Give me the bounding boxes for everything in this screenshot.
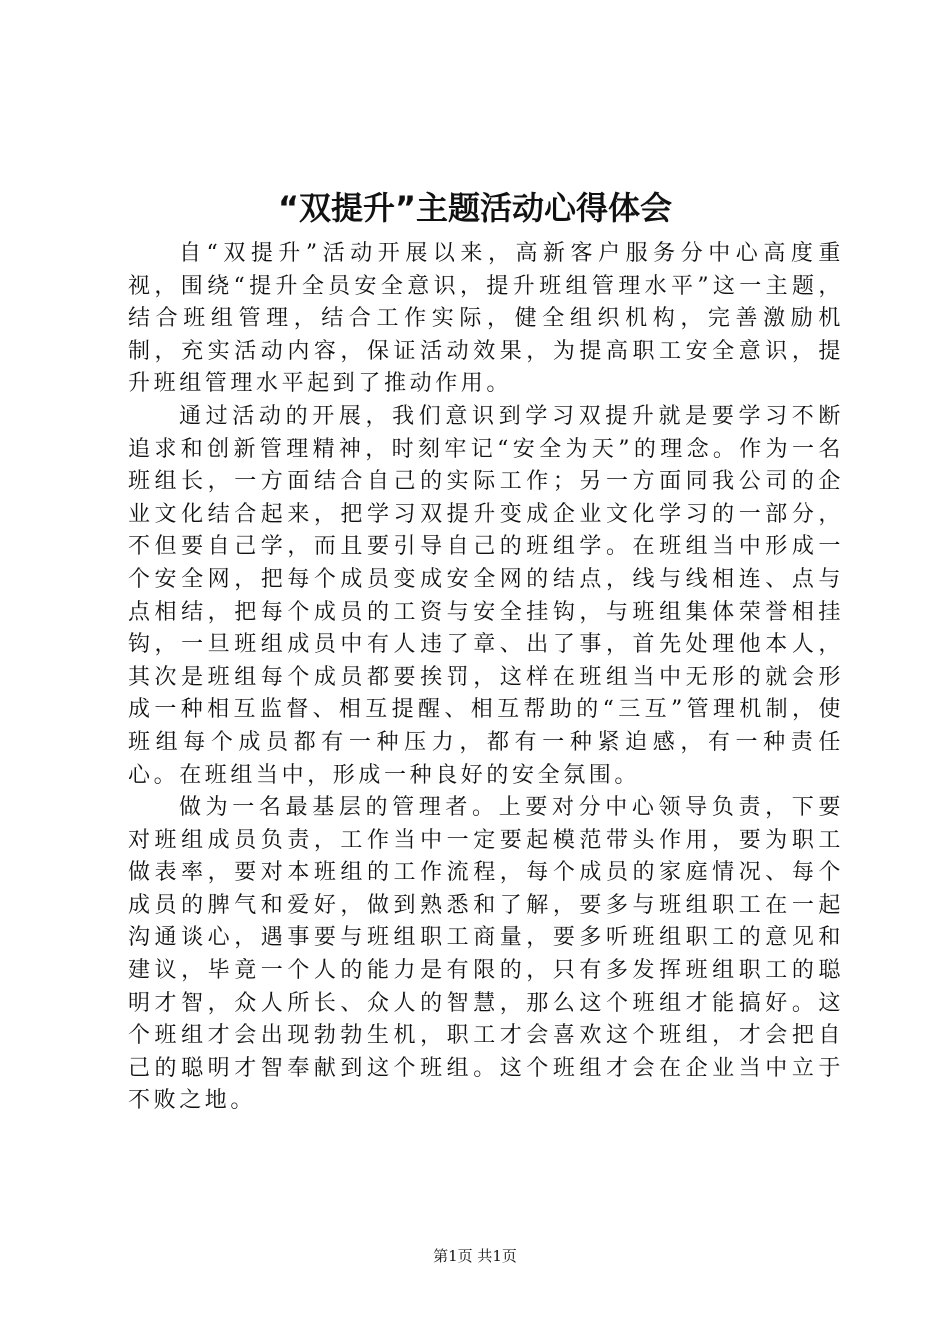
page-footer: 第1页 共1页 [433, 1247, 517, 1265]
paragraph-3: 做为一名最基层的管理者。上要对分中心领导负责，下要对班组成员负责，工作当中一定要起模范带头作用，要为职工做表率，要对本班组的工作流程，每个成员的家庭情况、每个成员的脾气和爱好，做到熟悉和了解，要多与班组职工在一起沟通谈心，遇事要与班组职工商量，要多听班组职工的意见和建议，毕竟一个人的能力是有限的，只有多发挥班组职工的聪明才智，众人所长、众人的智慧，那么这个班组才能搞好。这个班组才会出现勃勃生机，职工才会喜欢这个班组，才会把自己的聪明才智奉献到这个班组。这个班组才会在企业当中立于不败之地。 [128, 795, 844, 1114]
document-title: “双提升”主题活动心得体会 [277, 189, 673, 227]
document-body [128, 238, 844, 1118]
paragraph-1: 自“双提升”活动开展以来，高新客户服务分中心高度重视，围绕“提升全员安全意识，提升班组管理水平”这一主题，结合班组管理，结合工作实际，健全组织机构，完善激励机制，充实活动内容，保证活动效果，为提高职工安全意识，提升班组管理水平起到了推动作用。 [128, 241, 844, 397]
paragraph-2: 通过活动的开展，我们意识到学习双提升就是要学习不断追求和创新管理精神，时刻牢记“安全为天”的理念。作为一名班组长，一方面结合自己的实际工作；另一方面同我公司的企业文化结合起来，把学习双提升变成企业文化学习的一部分，不但要自己学，而且要引导自己的班组学。在班组当中形成一个安全网，把每个成员变成安全网的结点，线与线相连、点与点相结，把每个成员的工资与安全挂钩，与班组集体荣誉相挂钩，一旦班组成员中有人违了章、出了事，首先处理他本人，其次是班组每个成员都要挨罚，这样在班组当中无形的就会形成一种相互监督、相互提醒、相互帮助的“三互”管理机制，使班组每个成员都有一种压力，都有一种紧迫感，有一种责任心。在班组当中，形成一种良好的安全氛围。 [128, 403, 844, 788]
